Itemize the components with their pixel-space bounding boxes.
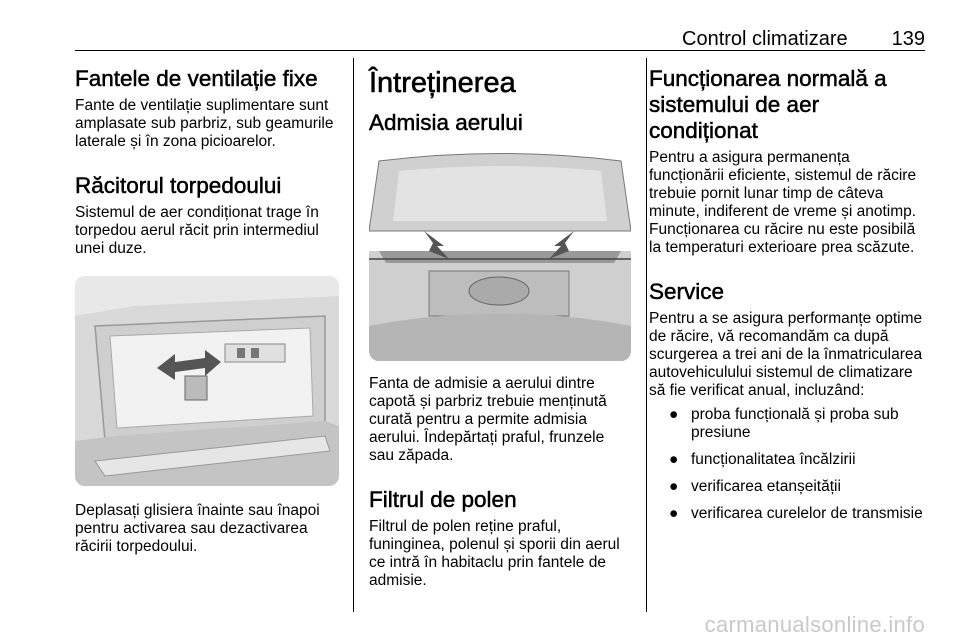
heading-normal-operation: Funcționarea normală a sistemului de aer condiționat: [649, 66, 887, 143]
engine-bay-illustration: [369, 151, 631, 361]
section-title: Control climatizare: [682, 28, 848, 50]
service-checklist: [649, 406, 927, 523]
glovebox-illustration: [75, 276, 339, 486]
column-divider-2: [646, 58, 647, 612]
text-service: Pentru a se asigura performanțe optime de răcire, vă recomandăm ca după scurgerea a trei ani de la înmatricularea autovehiculului sistemul de climatizare să fie verificat anual, incluzând:: [649, 310, 923, 399]
watermark: carmanualsonline.info: [704, 612, 925, 637]
page-number: 139: [891, 28, 925, 50]
bullet: ●: [669, 406, 679, 423]
list-item: ● verificarea etanșeității: [669, 478, 841, 495]
column-1: [75, 66, 345, 556]
list-item: ● funcționalitatea încălzirii: [669, 451, 856, 468]
header-rule: [75, 50, 925, 51]
list-item: ● verificarea curelelor de transmisie: [669, 505, 923, 522]
heading-fixed-vents: Fantele de ventilație fixe: [75, 66, 318, 91]
text-normal-operation: Pentru a asigura permanența funcționării eficiente, sistemul de răcire trebuie pornit lunar timp de câteva minute, indiferent de vreme și anotimp. Funcționarea cu răcire nu este posibilă la temperaturi exterioare prea scăzute.: [649, 149, 917, 256]
column-2: [369, 66, 631, 590]
heading-maintenance: Întreținerea: [369, 67, 516, 99]
text-glovebox-cooling: Sistemul de aer condiționat trage în torpedou aerul răcit prin intermediul unei duze.: [75, 204, 319, 257]
bullet: ●: [669, 505, 679, 522]
text-slider: Deplasați glisiera înainte sau înapoi pentru activarea sau dezactivarea răcirii torpedoului.: [75, 502, 320, 555]
text-fixed-vents: Fante de ventilație suplimentare sunt amplasate sub parbriz, sub geamurile laterale și în zona picioarelor.: [75, 97, 334, 150]
bullet: ●: [669, 478, 679, 495]
heading-pollen-filter: Filtrul de polen: [369, 487, 517, 512]
bullet: ●: [669, 451, 679, 468]
text-air-intake: Fanta de admisie a aerului dintre capotă și parbriz trebuie menținută curată pentru a permite admisia aerului. Îndepărtați praful, frunzele sau zăpada.: [369, 375, 607, 464]
column-3: [649, 66, 927, 532]
heading-glovebox-cooling: Răcitorul torpedoului: [75, 173, 282, 198]
heading-air-intake: Admisia aerului: [369, 110, 523, 135]
column-divider-1: [353, 58, 354, 612]
list-item: ● proba funcțională și proba sub presiune: [669, 406, 899, 441]
heading-service: Service: [649, 279, 725, 304]
text-pollen-filter: Filtrul de polen reține praful, funinginea, polenul și sporii din aerul ce intră în habitaclu prin fantele de admisie.: [369, 518, 620, 589]
